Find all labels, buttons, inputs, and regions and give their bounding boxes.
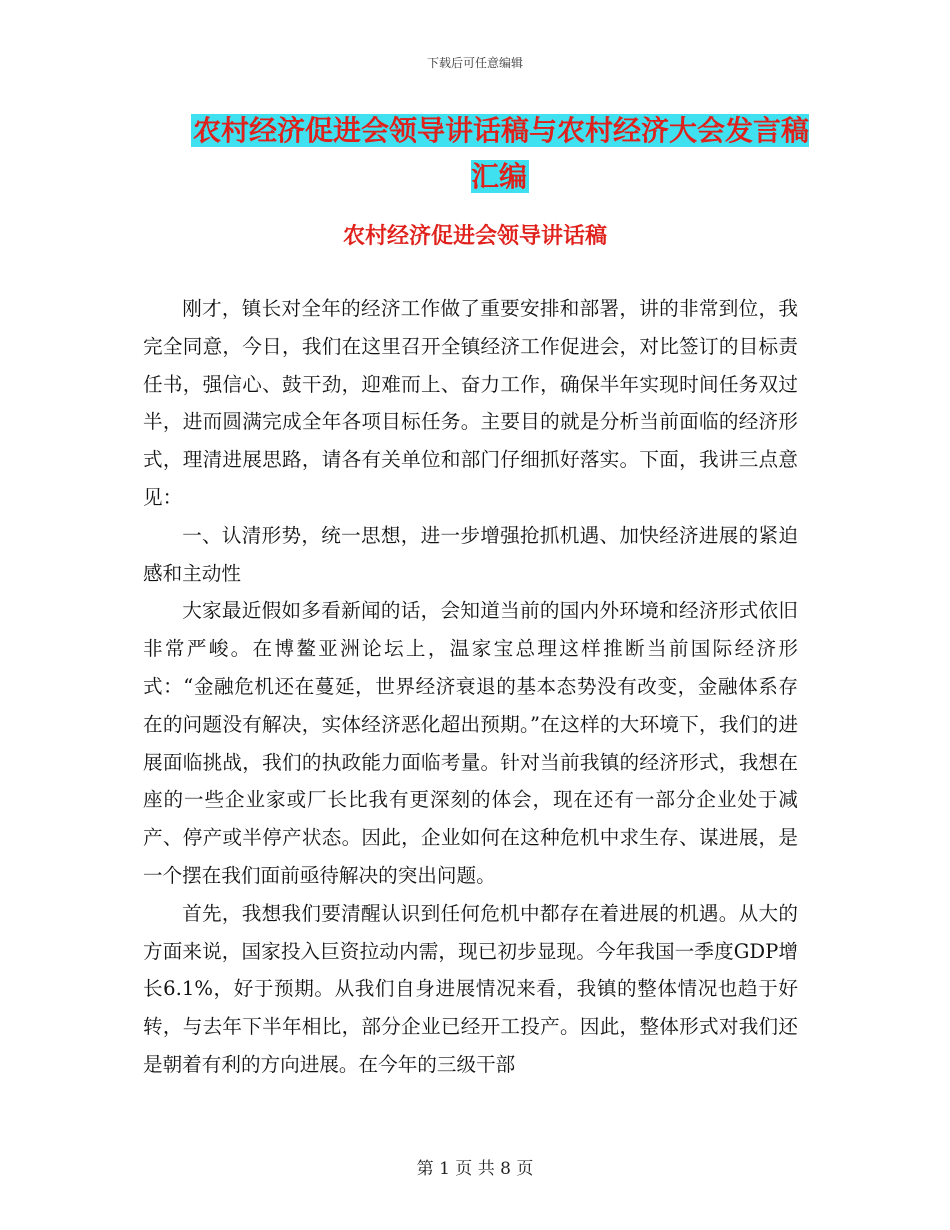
header-note: 下载后可任意编辑 (426, 56, 523, 70)
paragraph: 大家最近假如多看新闻的话，会知道当前的国内外环境和经济形式依旧非常严峻。在博鳌亚洲论坛上，温家宝总理这样推断当前国际经济形式：“金融危机还在蔓延，世界经济衰退的基本态势没有改变，金融体系存在的问题没有解决，实体经济恶化超出预期。”在这样的大环境下，我们的进展面临挑战，我们的执政能力面临考量。针对当前我镇的经济形式，我想在座的一些企业家或厂长比我有更深刻的体会，现在还有一部分企业处于减产、停产或半停产状态。因此，企业如何在这种危机中求生存、谋进展，是一个摆在我们面前亟待解决的突出问题。 (143, 599, 798, 887)
paragraph: 刚才，镇长对全年的经济工作做了重要安排和部署，讲的非常到位，我完全同意，今日，我们在这里召开全镇经济工作促进会，对比签订的目标责任书，强信心、鼓干劲，迎难而上、奋力工作，确保半年实现时间任务双过半，进而圆满完成全年各项目标任务。主要目的就是分析当前面临的经济形式，理清进展思路，请各有关单位和部门仔细抓好落实。下面，我讲三点意见： (143, 297, 798, 509)
body-text (143, 290, 798, 1084)
document-title (190, 108, 810, 200)
page-footer: 第 1 页 共 8 页 (416, 1159, 534, 1179)
section-title: 农村经济促进会领导讲话稿 (342, 224, 607, 249)
document-title-text: 农村经济促进会领导讲话稿与农村经济大会发言稿汇编 (192, 114, 809, 193)
paragraph: 一、认清形势，统一思想，进一步增强抢抓机遇、加快经济进展的紧迫感和主动性 (143, 523, 798, 585)
paragraph: 首先，我想我们要清醒认识到任何危机中都存在着进展的机遇。从大的方面来说，国家投入巨资拉动内需，现已初步显现。今年我国一季度GDP增长6.1%，好于预期。从我们自身进展情况来看，我镇的整体情况也趋于好转，与去年下半年相比，部分企业已经开工投产。因此，整体形式对我们还是朝着有利的方向进展。在今年的三级干部 (143, 901, 798, 1076)
